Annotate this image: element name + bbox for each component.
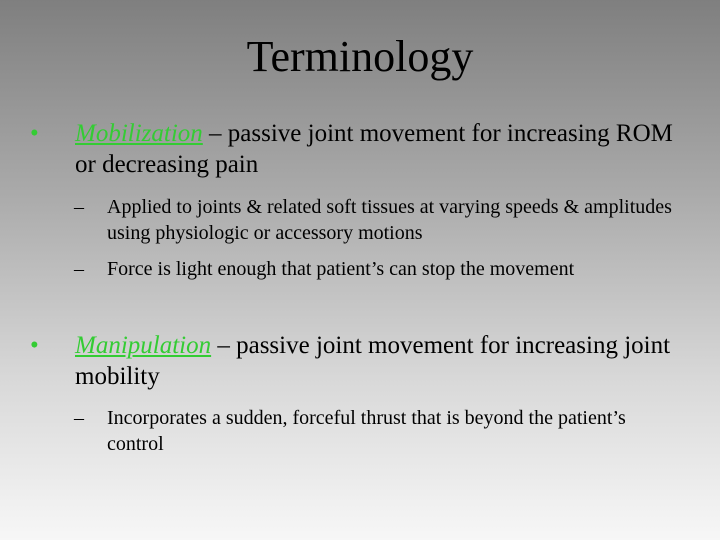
- bullet-dot: •: [30, 332, 39, 359]
- sub-bullet-text: Applied to joints & related soft tissues at varying speeds & amplitudes using physiologic or accessory motions: [107, 196, 672, 244]
- sub-dash: –: [74, 258, 84, 280]
- slide-title: Terminology: [246, 32, 474, 81]
- bullet-text: [75, 330, 690, 392]
- sub-bullet-text: Force is light enough that patient’s can stop the movement: [107, 258, 575, 280]
- bullet-mobilization: [30, 118, 690, 180]
- sub-bullet: [74, 194, 684, 246]
- sub-dash: –: [74, 196, 84, 218]
- sub-bullet: [74, 405, 684, 457]
- sub-dash: –: [74, 407, 84, 429]
- bullet-dot: •: [30, 120, 39, 147]
- bullet-manipulation: [30, 330, 690, 392]
- bullet-text: [75, 118, 690, 180]
- sub-bullet-text: Incorporates a sudden, forceful thrust that is beyond the patient’s control: [107, 407, 626, 455]
- sub-bullet: [74, 256, 684, 282]
- bullet-definition: – passive joint movement for increasing ROM or decreasing pain: [75, 120, 673, 178]
- term-manipulation: Manipulation: [75, 332, 212, 359]
- bullet-definition: – passive joint movement for increasing joint mobility: [75, 332, 671, 390]
- term-mobilization: Mobilization: [75, 120, 203, 147]
